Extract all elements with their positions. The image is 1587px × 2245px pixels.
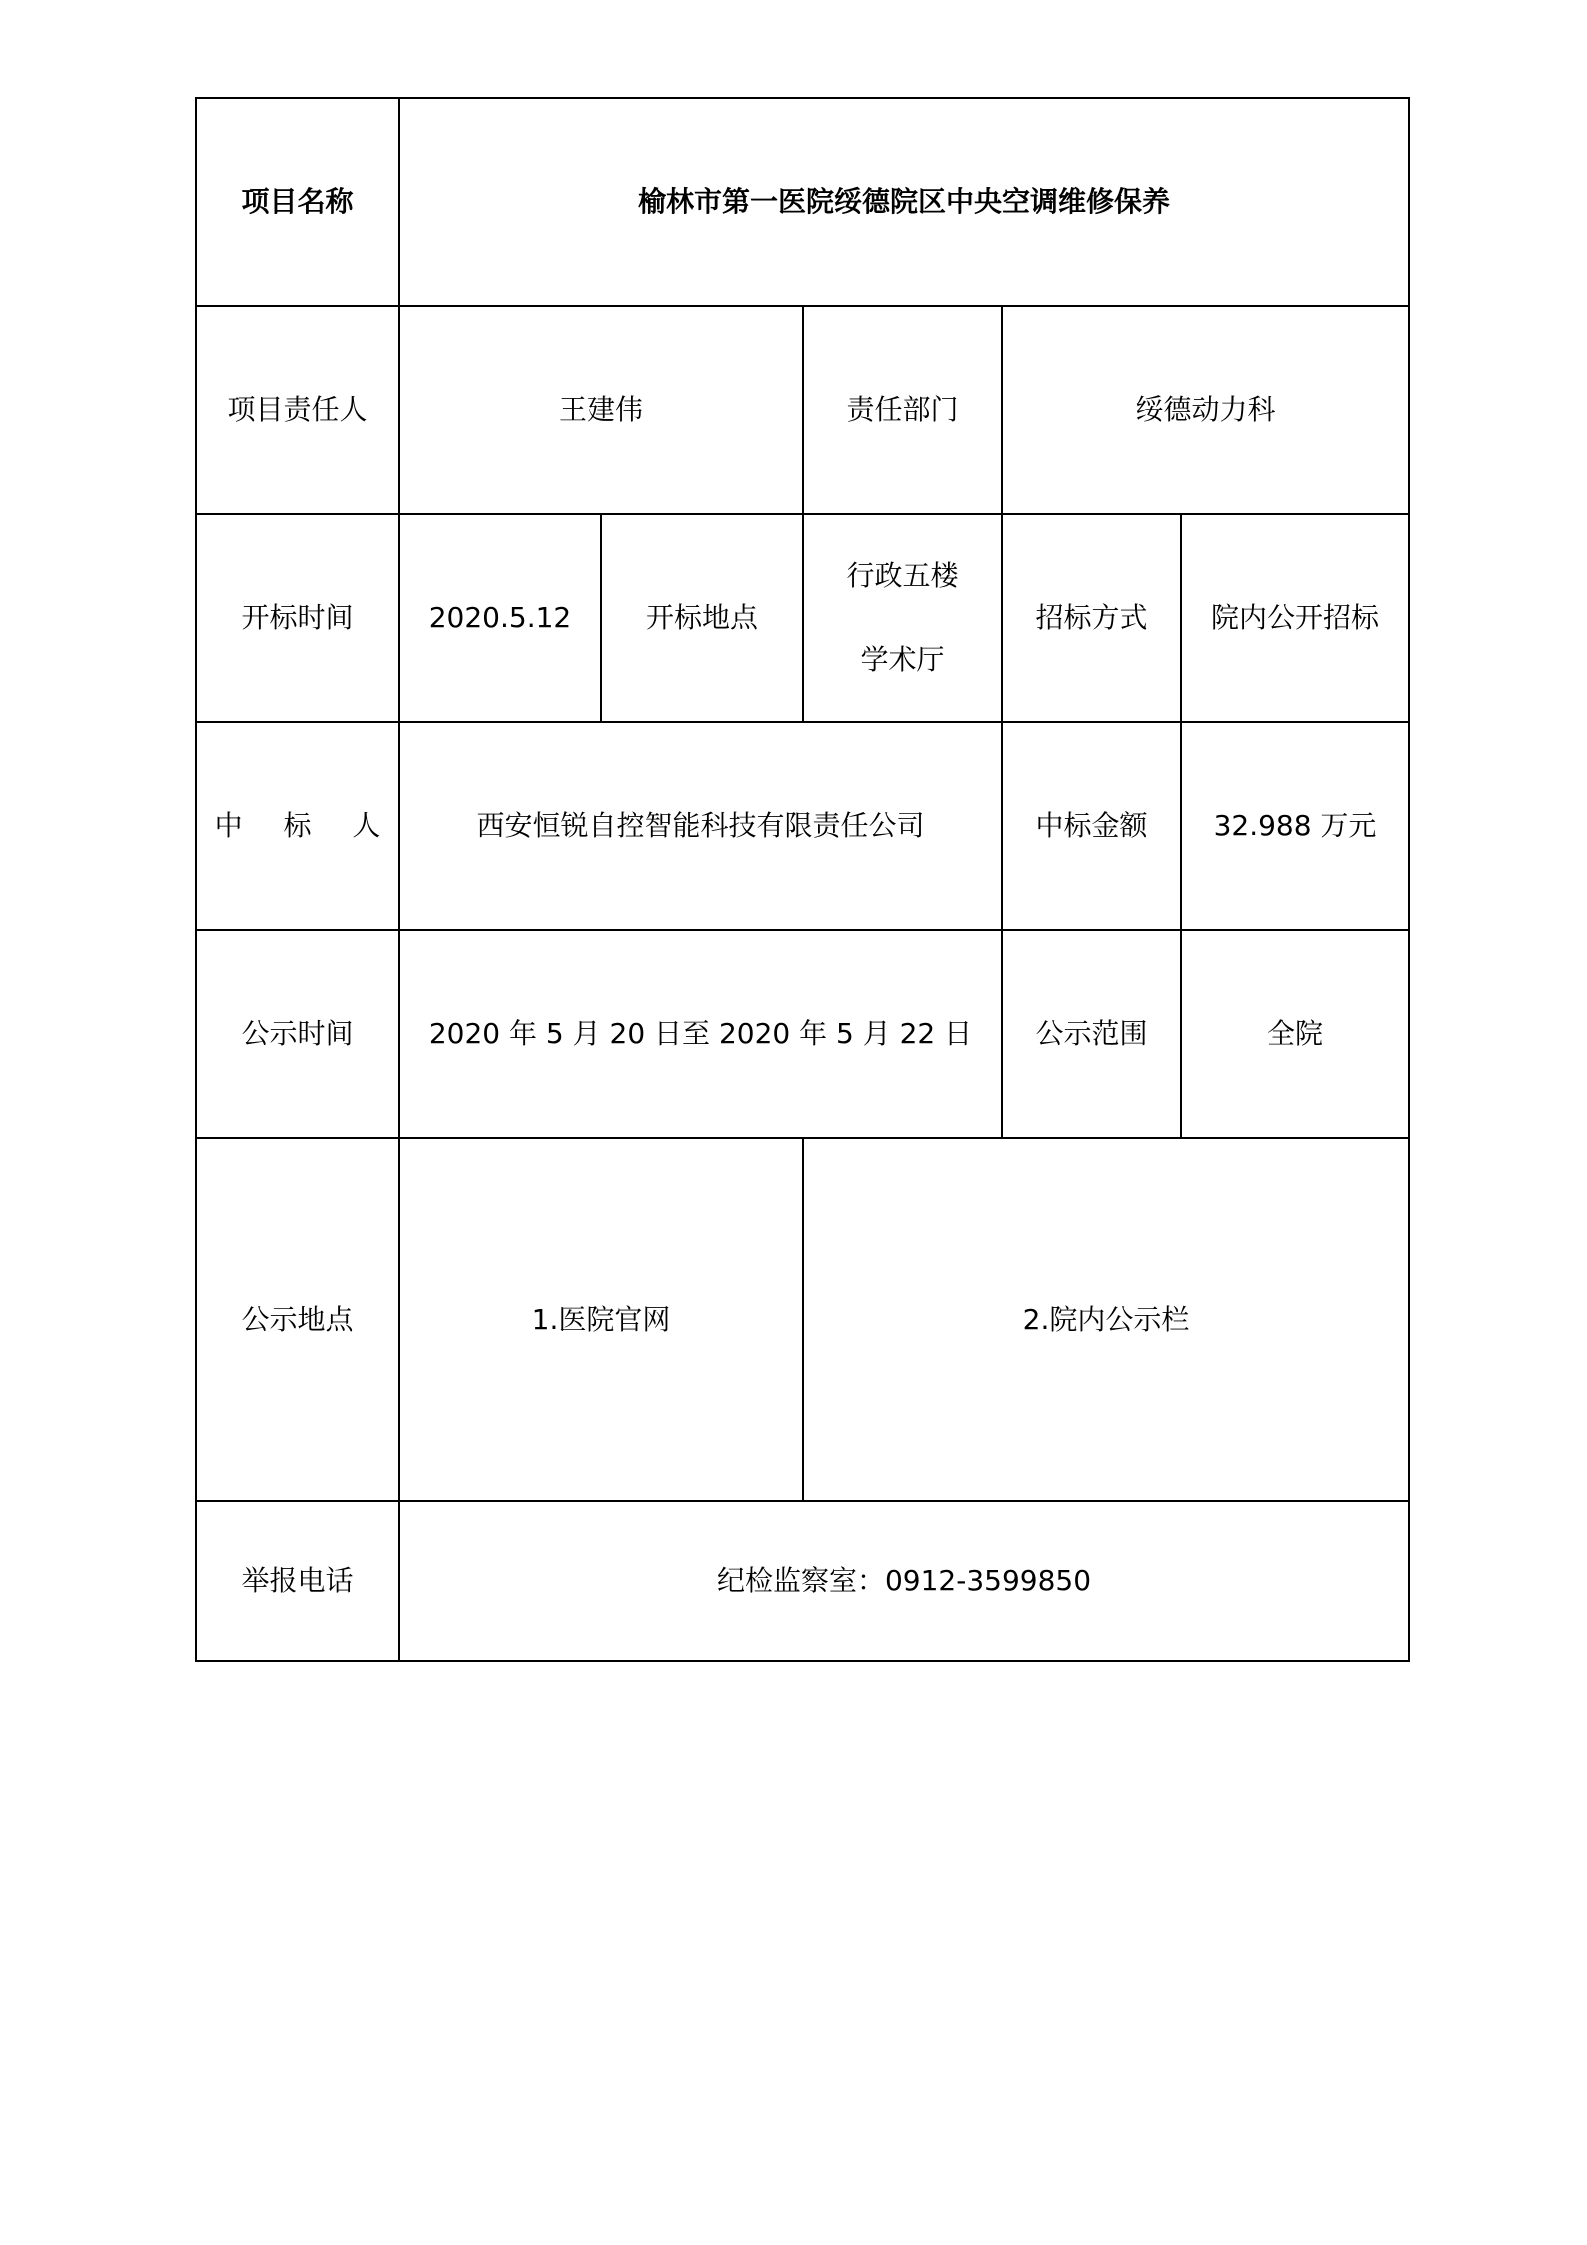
winner-label bbox=[197, 723, 398, 929]
bid-opening-place-label: 开标地点 bbox=[645, 601, 758, 635]
publicity-time-label: 公示时间 bbox=[241, 1017, 354, 1051]
winning-amount-label: 中标金额 bbox=[1035, 809, 1148, 843]
responsible-dept-label: 责任部门 bbox=[846, 393, 959, 427]
publicity-place-value-2: 2.院内公示栏 bbox=[1022, 1302, 1190, 1336]
project-name-value: 榆林市第一医院绥德院区中央空调维修保养 bbox=[637, 185, 1170, 219]
bid-opening-time-value: 2020.5.12 bbox=[428, 601, 572, 635]
publicity-scope-label: 公示范围 bbox=[1035, 1017, 1148, 1051]
table-border-right bbox=[1408, 97, 1410, 1662]
responsible-dept-value: 绥德动力科 bbox=[1135, 393, 1276, 427]
bid-opening-place-value bbox=[804, 515, 1001, 721]
publicity-time-value: 2020 年 5 月 20 日至 2020 年 5 月 22 日 bbox=[428, 1017, 973, 1051]
winning-amount-value: 32.988 万元 bbox=[1213, 809, 1377, 843]
responsible-person-label: 项目责任人 bbox=[227, 393, 368, 427]
winner-value: 西安恒锐自控智能科技有限责任公司 bbox=[476, 809, 925, 843]
winner-label-text: 中 标 人 bbox=[214, 809, 397, 843]
bid-opening-time-label: 开标时间 bbox=[241, 601, 354, 635]
publicity-place-label: 公示地点 bbox=[241, 1302, 354, 1336]
bid-method-value: 院内公开招标 bbox=[1210, 601, 1379, 635]
project-name-label: 项目名称 bbox=[241, 185, 354, 219]
responsible-person-value: 王建伟 bbox=[558, 393, 643, 427]
report-phone-value: 纪检监察室：0912-3599850 bbox=[716, 1564, 1092, 1598]
table-border-bottom bbox=[195, 1660, 1410, 1662]
report-phone-label: 举报电话 bbox=[241, 1564, 354, 1598]
publicity-place-value-1: 1.医院官网 bbox=[531, 1302, 671, 1336]
bid-opening-place-line2: 学术厅 bbox=[860, 643, 945, 676]
bid-opening-place-line1: 行政五楼 bbox=[846, 559, 959, 592]
publicity-scope-value: 全院 bbox=[1266, 1017, 1323, 1051]
bid-method-label: 招标方式 bbox=[1035, 601, 1148, 635]
